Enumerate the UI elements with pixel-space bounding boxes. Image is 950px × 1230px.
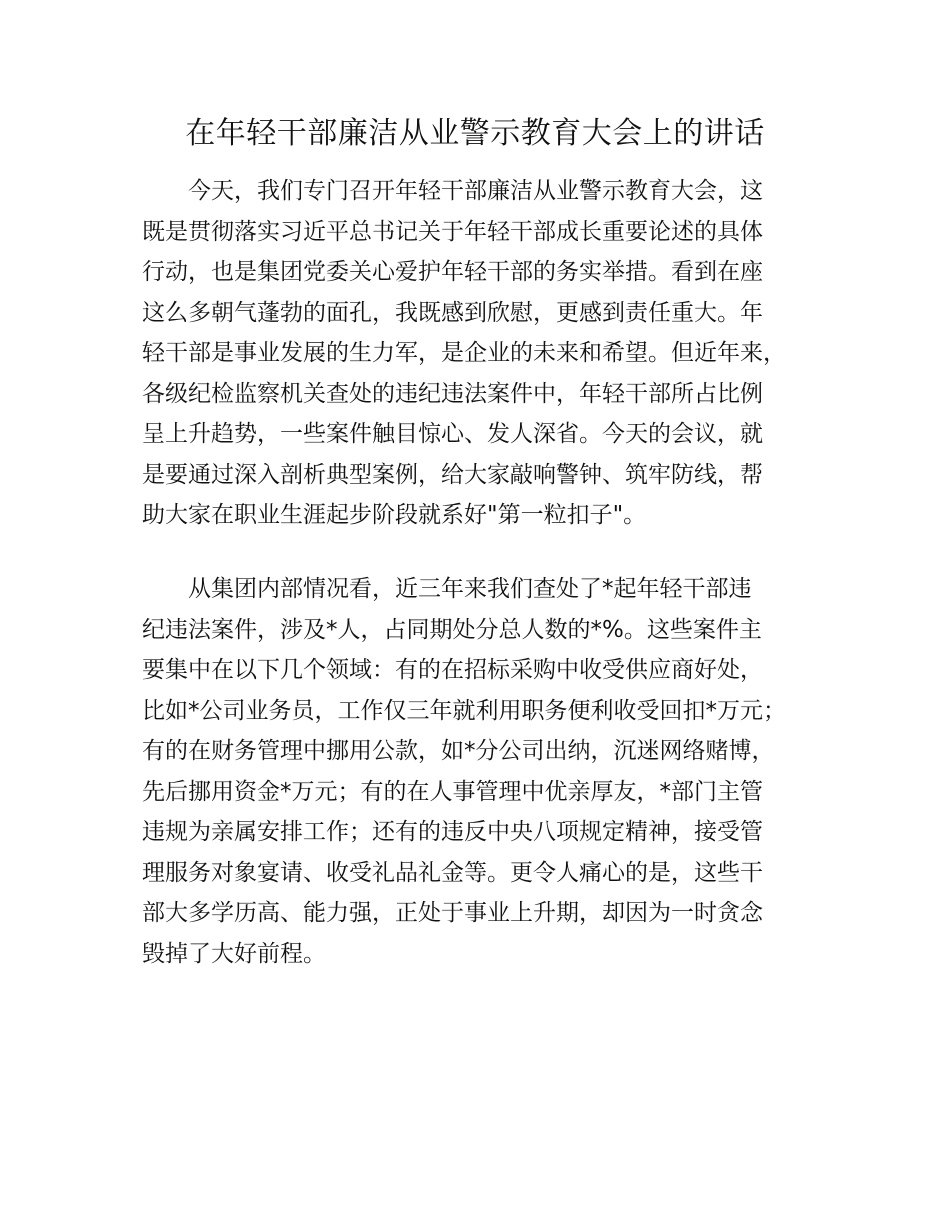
text-line: 这么多朝气蓬勃的面孔，我既感到欣慰，更感到责任重大。年: [142, 299, 763, 326]
text-line: 既是贯彻落实习近平总书记关于年轻干部成长重要论述的具体: [142, 218, 763, 245]
text-line: 行动，也是集团党委关心爱护年轻干部的务实举措。看到在座: [142, 259, 763, 285]
text-line: 要集中在以下几个领域：有的在招标采购中收受供应商好处，: [142, 657, 763, 683]
text-line: 是要通过深入剖析典型案例，给大家敲响警钟、筑牢防线，帮: [142, 461, 763, 488]
text-line: 纪违法案件，涉及*人，占同期处分总人数的*%。这些案件主: [142, 616, 762, 643]
text-line: 今天，我们专门召开年轻干部廉洁从业警示教育大会，这: [142, 178, 763, 204]
text-line: 呈上升趋势，一些案件触目惊心、发人深省。今天的会议，就: [142, 421, 763, 447]
text-line: 轻干部是事业发展的生力军，是企业的未来和希望。但近年来，: [142, 340, 786, 366]
text-line: 理服务对象宴请、收受礼品礼金等。更令人痛心的是，这些干: [142, 859, 763, 886]
text-line: 有的在财务管理中挪用公款，如*分公司出纳，沉迷网络赌博，: [142, 738, 775, 764]
text-line: 比如*公司业务员，工作仅三年就利用职务便利收受回扣*万元；: [142, 697, 786, 724]
page-title: 在年轻干部廉洁从业警示教育大会上的讲话: [185, 116, 765, 151]
text-line: 从集团内部情况看，近三年来我们查处了*起年轻干部违: [142, 576, 752, 602]
paragraph-2: [142, 569, 832, 974]
text-line: 各级纪检监察机关查处的违纪违法案件中，年轻干部所占比例: [142, 380, 763, 407]
text-line: 助大家在职业生涯起步阶段就系好"第一粒扣子"。: [142, 502, 647, 528]
text-line: 违规为亲属安排工作；还有的违反中央八项规定精神，接受管: [142, 819, 763, 845]
text-line: 先后挪用资金*万元；有的在人事管理中优亲厚友，*部门主管: [142, 778, 763, 805]
text-line: 毁掉了大好前程。: [142, 940, 326, 967]
text-line: 部大多学历高、能力强，正处于事业上升期，却因为一时贪念: [142, 900, 763, 926]
paragraph-1: [142, 171, 832, 536]
